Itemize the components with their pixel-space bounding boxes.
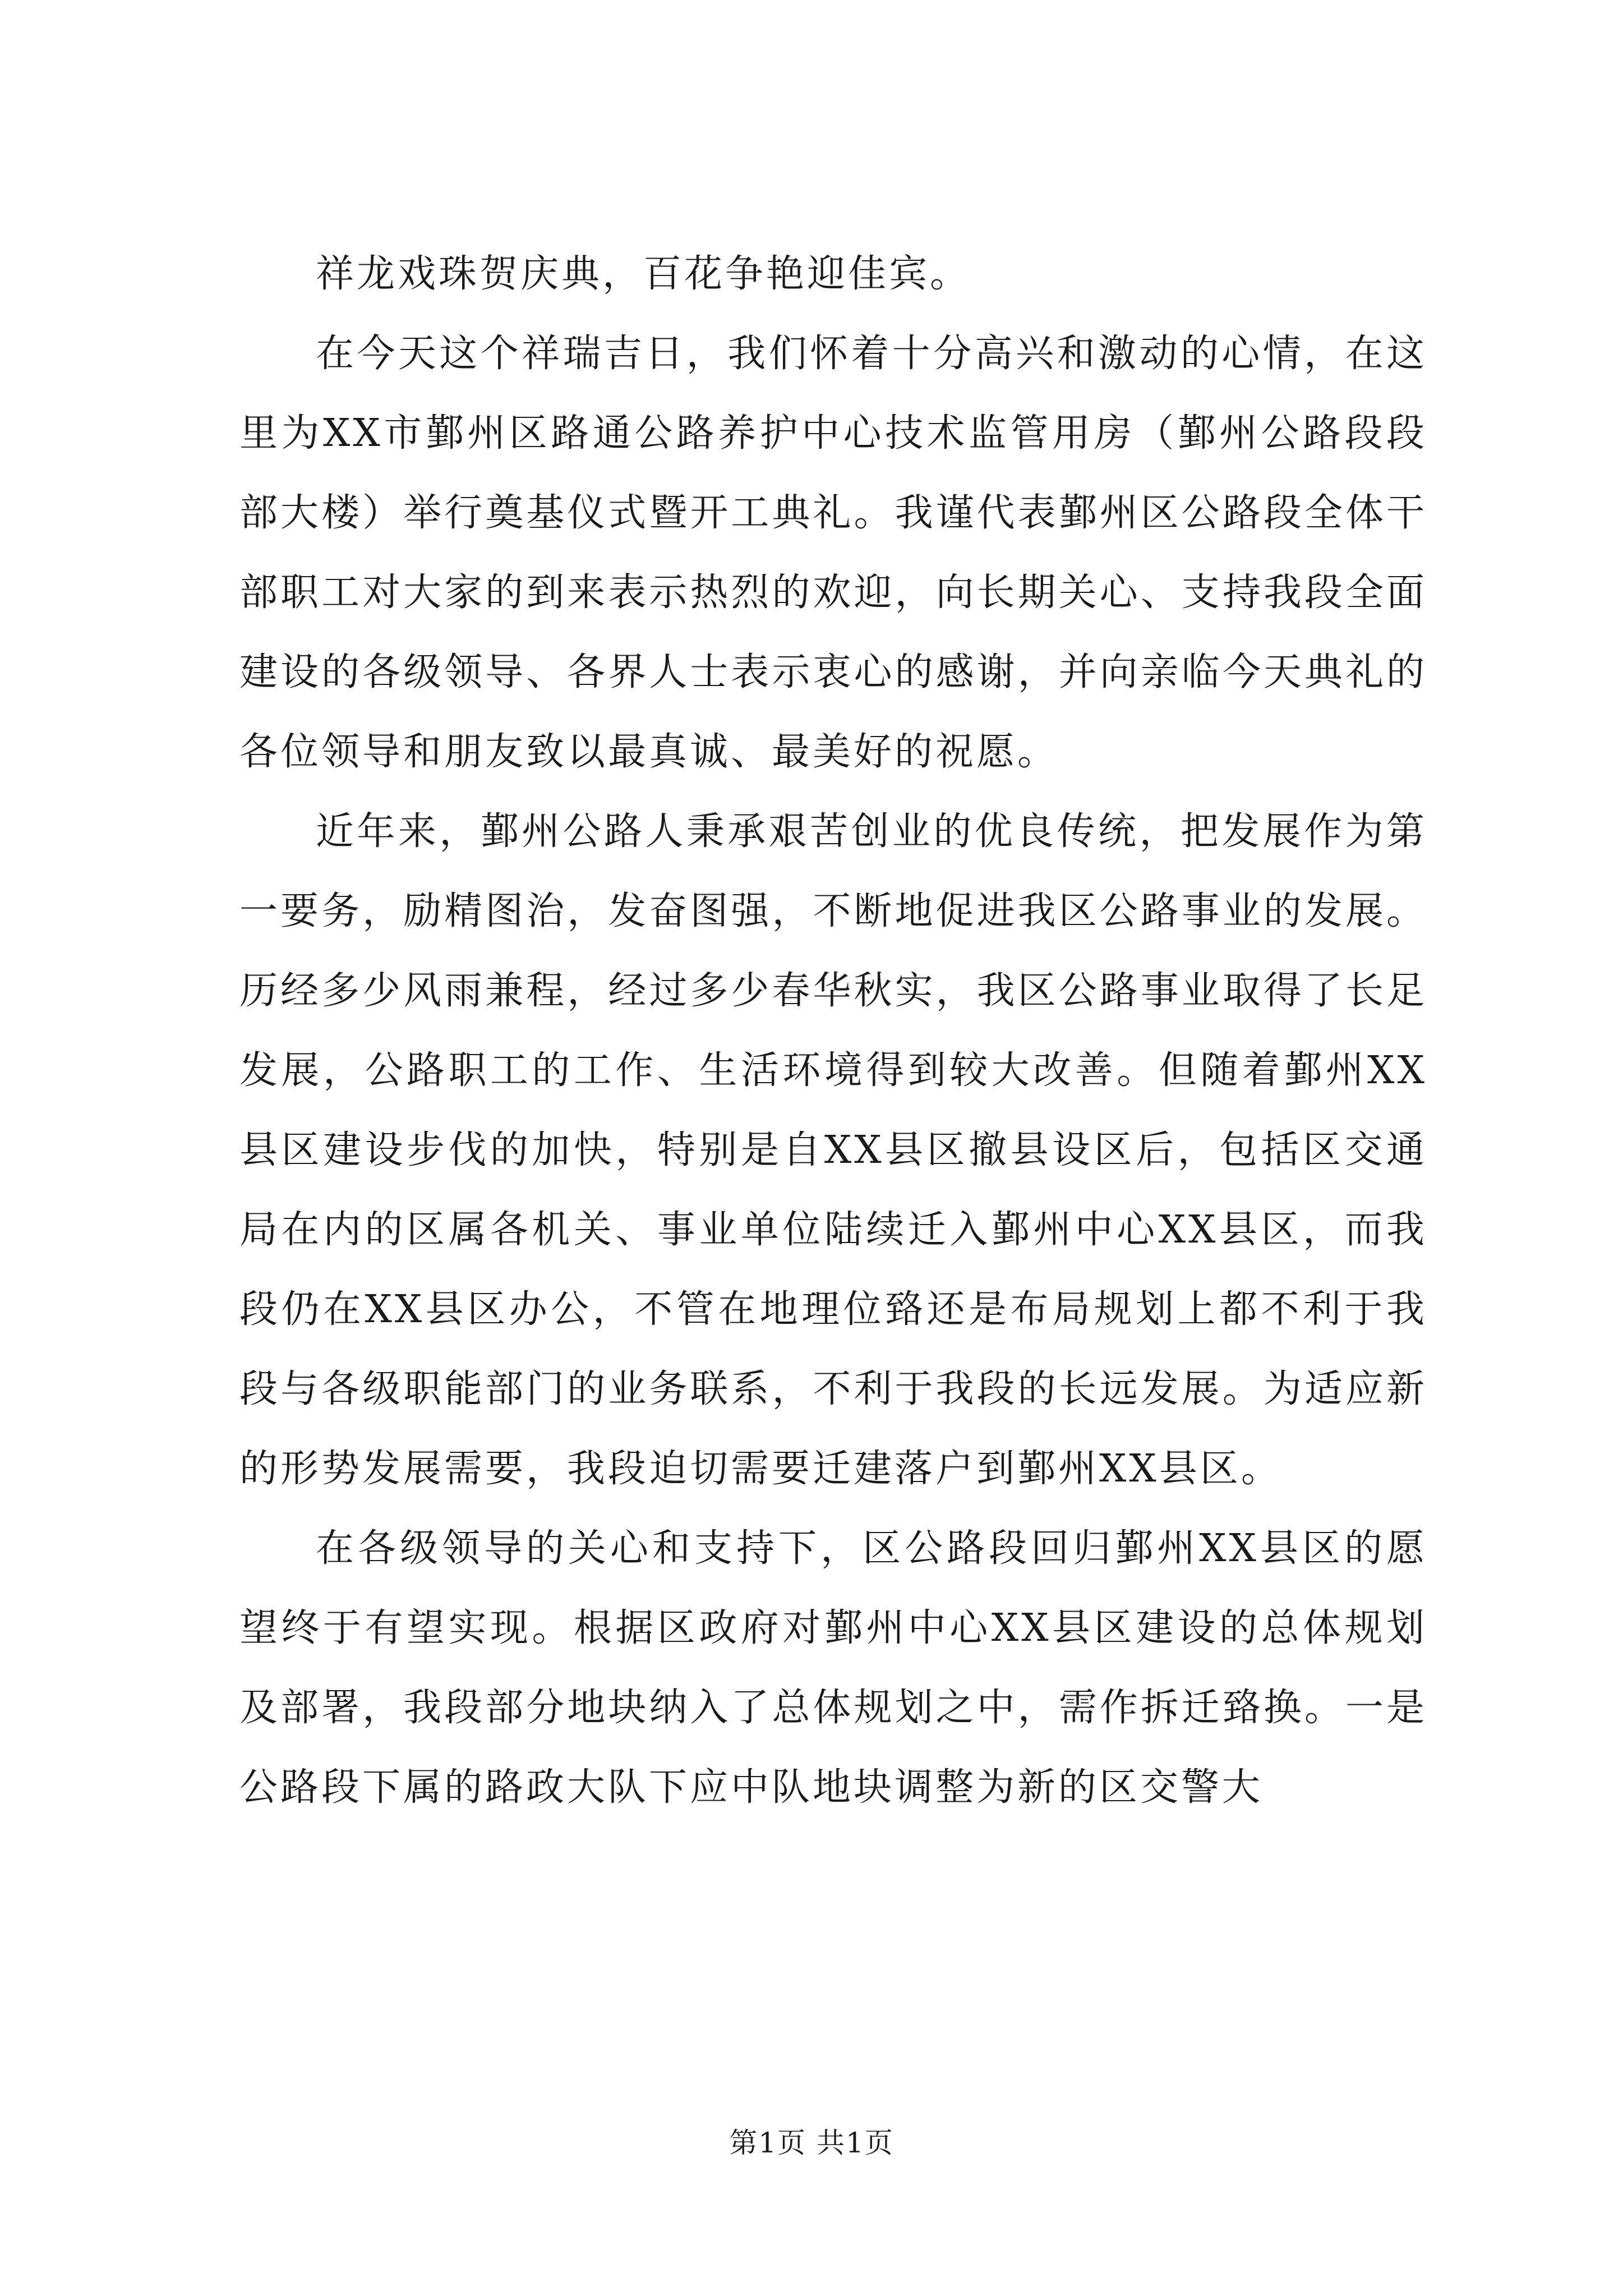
document-body [239,234,1427,1828]
paragraph-opening-couplet: 祥龙戏珠贺庆典，百花争艳迎佳宾。 [316,252,971,296]
paragraph-welcome: 在今天这个祥瑞吉日，我们怀着十分高兴和激动的心情，在这里为XX市鄞州区路通公路养护中心技术监管用房（鄞州公路段段部大楼）举行奠基仪式暨开工典礼。我谨代表鄞州区公路段全体干部职工对大家的到来表示热烈的欢迎，向长期关心、支持我段全面建设的各级领导、各界人士表示衷心的感谢，并向亲临今天典礼的各位领导和朋友致以最真诚、最美好的祝愿。 [239,332,1427,774]
page-number-footer: 第1页 共1页 [729,2127,894,2159]
paragraph-relocation: 在各级领导的关心和支持下，区公路段回归鄞州XX县区的愿望终于有望实现。根据区政府对鄞州中心XX县区建设的总体规划及部署，我段部分地块纳入了总体规划之中，需作拆迁臵换。一是公路段下属的路政大队下应中队地块调整为新的区交警大 [239,1526,1427,1810]
paragraph-background: 近年来，鄞州公路人秉承艰苦创业的优良传统，把发展作为第一要务，励精图治，发奋图强，不断地促进我区公路事业的发展。历经多少风雨兼程，经过多少春华秋实，我区公路事业取得了长足发展，公路职工的工作、生活环境得到较大改善。但随着鄞州XX县区建设步伐的加快，特别是自XX县区撤县设区后，包括区交通局在内的区属各机关、事业单位陆续迁入鄞州中心XX县区，而我段仍在XX县区办公，不管在地理位臵还是布局规划上都不利于我段与各级职能部门的业务联系，不利于我段的长远发展。为适应新的形势发展需要，我段迫切需要迁建落户到鄞州XX县区。 [239,809,1427,1491]
